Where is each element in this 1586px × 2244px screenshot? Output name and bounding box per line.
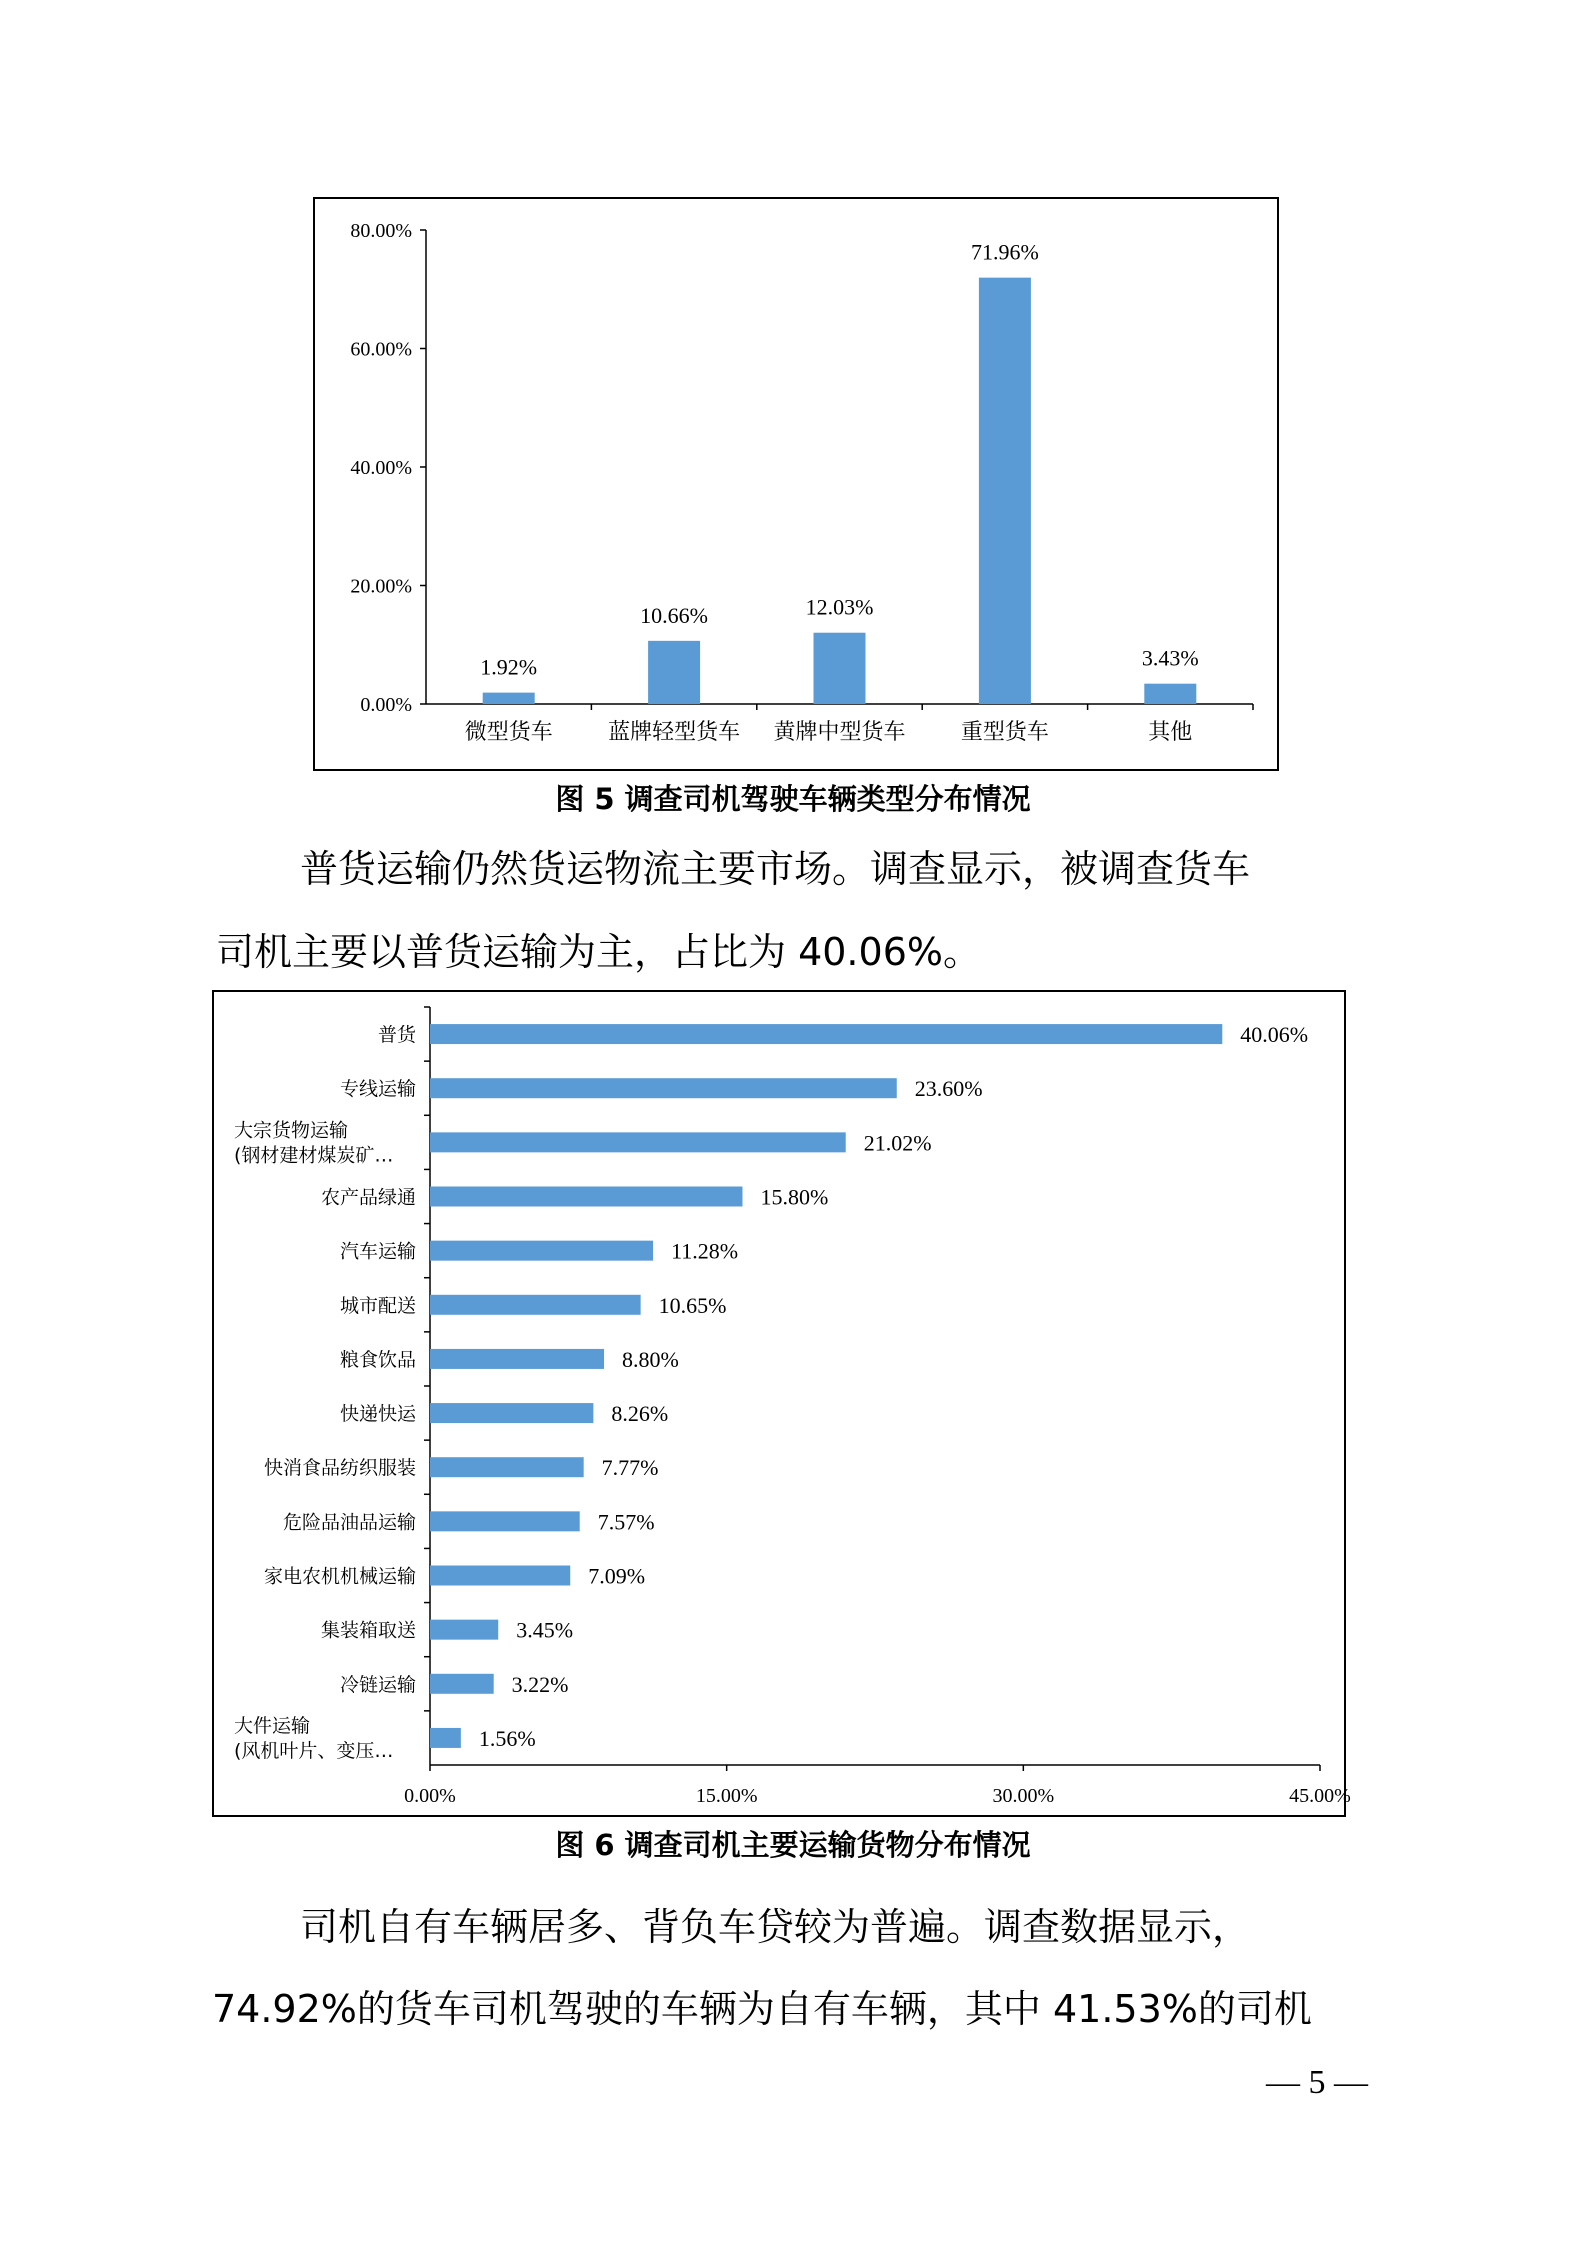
- vehicle-type-bar-chart-svg: [315, 199, 1277, 769]
- y-tick-label: 80.00%: [350, 220, 412, 242]
- bar: [430, 1132, 846, 1152]
- paragraph-2-line-2: 74.92%的货车司机驾驶的车辆为自有车辆，其中 41.53%的司机: [212, 1987, 1312, 2031]
- data-label: 7.09%: [588, 1563, 646, 1589]
- category-label: 农产品绿通: [320, 1186, 416, 1209]
- category-label: 冷链运输: [339, 1673, 416, 1696]
- bar: [430, 1187, 742, 1207]
- category-label: 其他: [1148, 720, 1193, 745]
- bar: [430, 1566, 570, 1586]
- cargo-type-chart: [212, 990, 1351, 1817]
- category-label: 家电农机机械运输: [263, 1565, 416, 1588]
- bar: [1144, 684, 1196, 704]
- bar: [979, 278, 1031, 704]
- paragraph-1-line-2: 司机主要以普货运输为主，占比为 40.06%。: [216, 930, 981, 974]
- y-tick-label: 40.00%: [350, 457, 412, 479]
- category-label: 快消食品纺织服装: [263, 1457, 416, 1480]
- bar: [430, 1511, 580, 1531]
- data-label: 71.96%: [970, 239, 1039, 265]
- page-number: — 5 —: [1266, 2064, 1368, 2101]
- x-tick-label: 15.00%: [695, 1785, 758, 1807]
- data-label: 10.66%: [640, 602, 709, 628]
- category-label: 微型货车: [464, 720, 553, 745]
- bar: [430, 1403, 593, 1423]
- vehicle-type-chart: [313, 197, 1279, 771]
- data-label: 3.22%: [511, 1671, 569, 1697]
- y-tick-label: 0.00%: [360, 694, 412, 716]
- bar: [430, 1674, 494, 1694]
- bar: [430, 1241, 653, 1261]
- x-tick-label: 0.00%: [404, 1785, 456, 1807]
- category-label: 专线运输: [339, 1078, 416, 1101]
- category-label: 黄牌中型货车: [773, 720, 906, 745]
- data-label: 8.26%: [611, 1401, 669, 1427]
- data-label: 12.03%: [805, 594, 874, 620]
- bar: [814, 633, 866, 704]
- bar: [483, 693, 535, 704]
- data-label: 23.60%: [914, 1076, 983, 1102]
- data-label: 7.57%: [597, 1509, 655, 1535]
- data-label: 3.45%: [516, 1617, 574, 1643]
- category-label: (钢材建材煤炭矿…: [234, 1144, 394, 1167]
- figure-6-caption: 图 6 调查司机主要运输货物分布情况: [555, 1828, 1031, 1862]
- data-label: 1.92%: [480, 654, 538, 680]
- bar: [430, 1349, 604, 1369]
- category-label: 粮食饮品: [339, 1348, 416, 1371]
- category-label: 集装箱取送: [320, 1619, 416, 1642]
- y-tick-label: 60.00%: [350, 338, 412, 361]
- category-label: 汽车运输: [339, 1240, 416, 1263]
- x-tick-label: 30.00%: [992, 1785, 1055, 1807]
- category-label: 大件运输: [234, 1714, 311, 1737]
- bar: [430, 1024, 1222, 1044]
- cargo-type-bar-chart-svg: [214, 992, 1351, 1815]
- category-label: 蓝牌轻型货车: [608, 720, 741, 745]
- data-label: 1.56%: [478, 1725, 536, 1751]
- bar: [430, 1295, 641, 1315]
- bar: [430, 1457, 584, 1477]
- bar: [430, 1620, 498, 1640]
- data-label: 10.65%: [658, 1292, 727, 1318]
- category-label: 普货: [377, 1024, 416, 1047]
- category-label: 危险品油品运输: [282, 1511, 416, 1534]
- bar: [430, 1728, 461, 1748]
- category-label: 快递快运: [339, 1403, 416, 1426]
- category-label: (风机叶片、变压…: [234, 1739, 394, 1762]
- bar: [648, 641, 700, 704]
- data-label: 40.06%: [1240, 1022, 1309, 1048]
- category-label: 重型货车: [960, 720, 1049, 745]
- data-label: 8.80%: [622, 1346, 679, 1372]
- x-tick-label: 45.00%: [1289, 1785, 1351, 1807]
- data-label: 21.02%: [863, 1130, 932, 1156]
- data-label: 11.28%: [671, 1238, 739, 1264]
- bar: [430, 1078, 897, 1098]
- category-label: 大宗货物运输: [234, 1119, 349, 1142]
- paragraph-2-line-1: 司机自有车辆居多、背负车贷较为普遍。调查数据显示，: [300, 1905, 1251, 1949]
- data-label: 15.80%: [760, 1184, 829, 1210]
- category-label: 城市配送: [339, 1294, 416, 1317]
- paragraph-1-line-1: 普货运输仍然货运物流主要市场。调查显示，被调查货车: [300, 847, 1251, 891]
- data-label: 7.77%: [601, 1455, 659, 1481]
- y-tick-label: 20.00%: [350, 575, 412, 598]
- data-label: 3.43%: [1141, 645, 1199, 671]
- figure-5-caption: 图 5 调查司机驾驶车辆类型分布情况: [555, 782, 1031, 816]
